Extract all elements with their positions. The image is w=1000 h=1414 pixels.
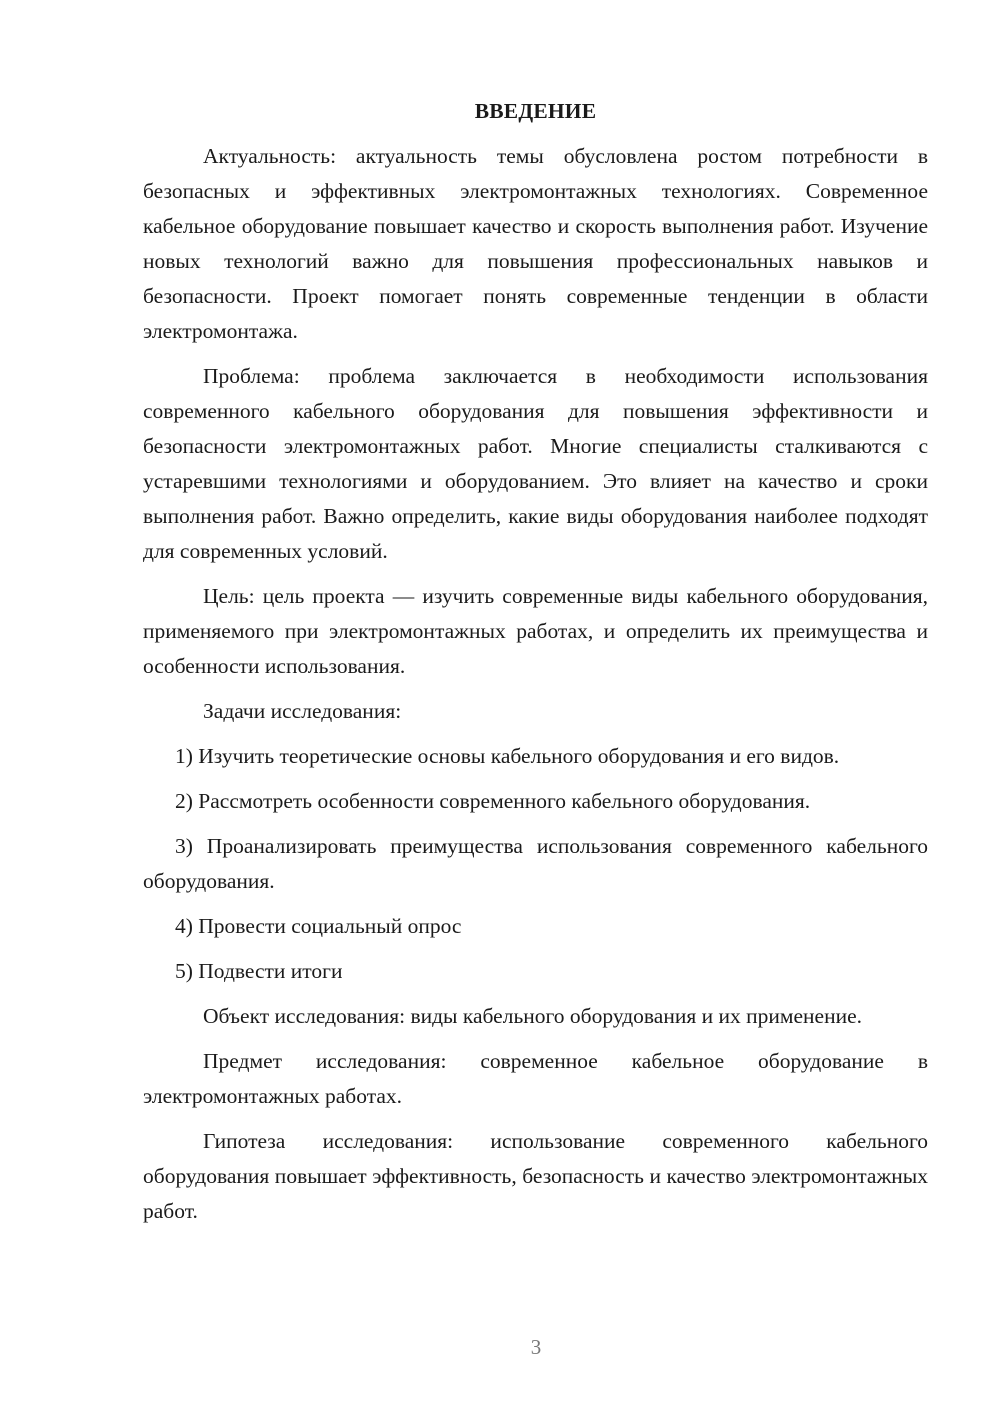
subject-paragraph: Предмет исследования: современное кабельное оборудование в электромонтажных работах. (143, 1049, 928, 1108)
hypothesis-paragraph: Гипотеза исследования: использование современного кабельного оборудования повышает эффективность, безопасность и качество электромонтажных работ. (143, 1129, 928, 1223)
document-page (143, 95, 928, 1229)
tasks-heading: Задачи исследования: (203, 699, 402, 723)
object-paragraph: Объект исследования: виды кабельного оборудования и их применение. (203, 1004, 863, 1028)
task-item-1: 1) Изучить теоретические основы кабельного оборудования и его видов. (175, 744, 840, 768)
goal-paragraph: Цель: цель проекта — изучить современные виды кабельного оборудования, применяемого при электромонтажных работах, и определить их преимущества и особенности использования. (143, 584, 928, 678)
relevance-paragraph: Актуальность: актуальность темы обусловлена ростом потребности в безопасных и эффективных электромонтажных технологиях. Современное кабельное оборудование повышает качество и скорость выполнения работ. Изучение новых технологий важно для повышения профессиональных навыков и безопасности. Проект помогает понять современные тенденции в области электромонтажа. (143, 144, 928, 343)
task-item-5: 5) Подвести итоги (175, 959, 343, 983)
page-title: ВВЕДЕНИЕ (474, 99, 597, 123)
page-number: 3 (530, 1335, 542, 1359)
task-item-3: 3) Проанализировать преимущества использования современного кабельного оборудования. (143, 834, 928, 893)
problem-paragraph: Проблема: проблема заключается в необходимости использования современного кабельного оборудования для повышения эффективности и безопасности электромонтажных работ. Многие специалисты сталкиваются с устаревшими технологиями и оборудованием. Это влияет на качество и сроки выполнения работ. Важно определить, какие виды оборудования наиболее подходят для современных условий. (143, 364, 928, 563)
task-item-2: 2) Рассмотреть особенности современного кабельного оборудования. (175, 789, 811, 813)
task-item-4: 4) Провести социальный опрос (175, 914, 462, 938)
